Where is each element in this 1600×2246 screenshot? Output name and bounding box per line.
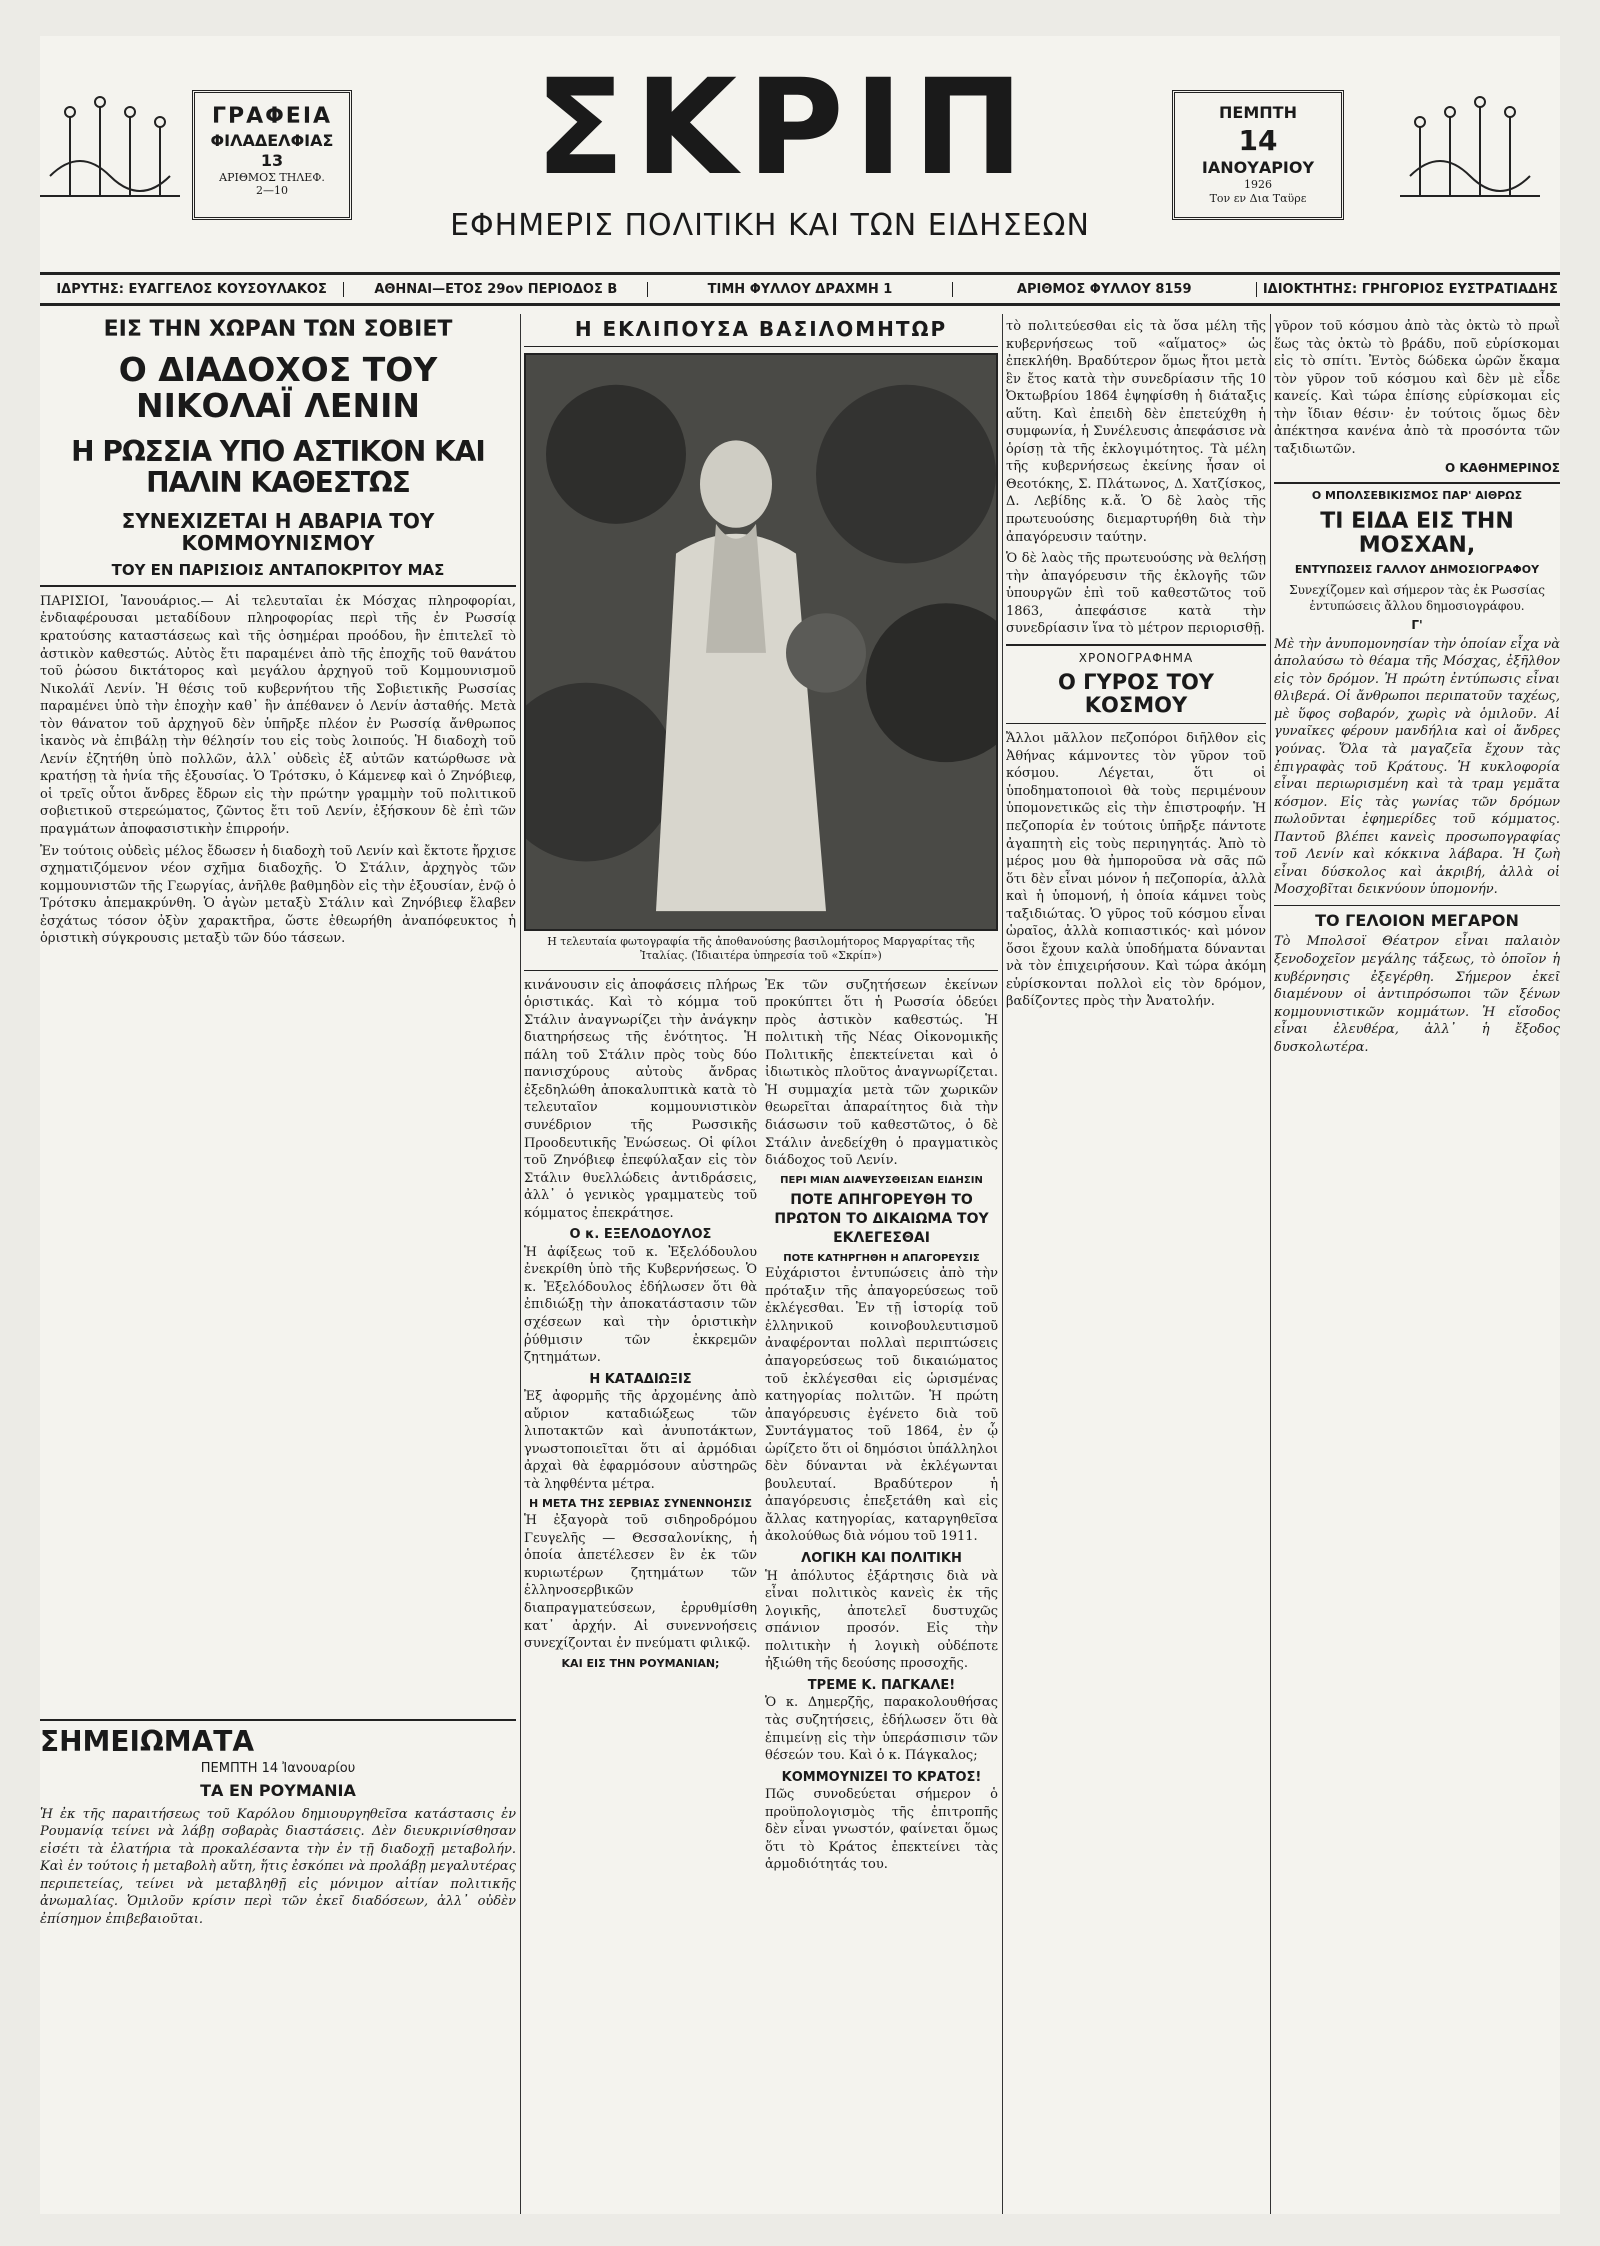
moscow-headline: ΤΙ ΕΙΔΑ ΕΙΣ ΤΗΝ ΜΟΣΧΑΝ, xyxy=(1320,508,1514,558)
treme-heading: ΤΡΕΜΕ Κ. ΠΑΓΚΑΛΕ! xyxy=(807,1677,956,1693)
komm-body: Πῶς συνοδεύεται σήμερον ὁ προϋπολογισμὸς τῆς ἐπιτροπῆς δὲν εἶναι γνωστόν, φαίνεται ὅμως ὅτι τὸ Κράτος ἐπεκτείνει τὰς ἁρμοδιότητάς του. xyxy=(765,1787,998,1873)
kata-heading: Η ΚΑΤΑΔΙΩΞΙΣ xyxy=(589,1371,692,1387)
greek-kicker: ΠΕΡΙ ΜΙΑΝ ΔΙΑΨΕΥΣΘΕΙΣΑΝ ΕΙΔΗΣΙΝ xyxy=(780,1174,983,1186)
owner: ΙΔΙΟΚΤΗΤΗΣ: ΓΡΗΓΟΡΙΟΣ ΕΥΣΤΡΑΤΙΑΔΗΣ xyxy=(1262,281,1558,297)
columns xyxy=(40,314,1560,2214)
moscow-intro: Συνεχίζομεν καὶ σήμερον τὰς ἐκ Ρωσσίας ἐντυπώσεις ἄλλου δημοσιογράφου. xyxy=(1289,583,1545,614)
info-bar xyxy=(40,272,1560,306)
greek-title: ΠΟΤΕ ΑΠΗΓΟΡΕΥΘΗ ΤΟ ΠΡΩΤΟΝ ΤΟ ΔΙΚΑΙΩΜΑ ΤΟΥ ΕΚΛΕΓΕΣΘΑΙ xyxy=(774,1192,989,1246)
ekdo-heading: Ο κ. ΕΞΕΛΟΔΟΥΛΟΣ xyxy=(569,1227,712,1243)
chronicle-continued: γῦρον τοῦ κόσμου ἀπὸ τὰς ὀκτὼ τὸ πρωῒ ἕως τὰς ὀκτὼ τὸ βράδυ, ποῦ εὑρίσκομαι εἰς τὸ σπίτι. Ἐντὸς δώδεκα ὡρῶν ἔκαμα τὸν γῦρον τοῦ κόσμου καὶ δὲν μὲ εἶδε κανείς. Καὶ τώρα ἐπίσης εὑρίσκομαι εἰς τὴν ἴδιαν θέσιν· ἐν τούτοις ὅμως δὲν ἀπέκτησα κανένα ἀπὸ τὰ προσόντα τῶν ταξιδιωτῶν. xyxy=(1274,319,1560,457)
day-number: 14 xyxy=(1238,124,1278,157)
chronicle-label: ΧΡΟΝΟΓΡΑΦΗΜΑ xyxy=(1078,650,1194,665)
komm-heading: ΚΟΜΜΟΥΝΙΖΕΙ ΤΟ ΚΡΑΤΟΣ! xyxy=(781,1769,982,1785)
ekdo-body: Ἡ ἀφίξεως τοῦ κ. Ἐξελόδουλου ἐνεκρίθη ὑπὸ τῆς Κυβερνήσεως. Ὁ κ. Ἐξελόδουλος ἐδήλωσεν ὅτι θὰ ἐπιδιώξῃ τὴν ἀποκατάστασιν τῶν σχέσεων καὶ τὴν ὁριστικὴν ῥύθμισιν τῶν ἐκκρεμῶν ζητημάτων. xyxy=(524,1244,757,1366)
continued-body-a: κινάνουσιν εἰς ἀποφάσεις πλήρως ὁριστικάς. Καὶ τὸ κόμμα τοῦ Στάλιν ἀναγνωρίζει τὴν ἀνάγκην διατηρήσεως τῆς ἑνότητος. Ἡ πάλη τοῦ Στάλιν πρὸς τοὺς δύο πανισχύρους αὐτοὺς ἄνδρας ἐξεδηλώθη ἀποκαλυπτικὰ κατὰ τὸ τελευταῖον κομμουνιστικὸν συνέδριον τῆς Ρωσσικῆς Προοδευτικῆς Ἐνώσεως. Οἱ φίλοι τοῦ Ζηνόβιεφ ἐπεφύλαξαν εἰς τὸν Στάλιν θυελλώδεις ἀντιδράσεις, ἀλλ᾽ ὁ γενικὸς γραμματεὺς τοῦ κόμματος ἐπεκράτησε. xyxy=(524,977,757,1221)
queen-photo-icon xyxy=(526,355,996,929)
treme-body: Ὁ κ. Δημερζῆς, παρακολουθήσας τὰς συζητήσεις, ἐδήλωσεν ὅτι θὰ ἐπιμείνῃ εἰς τὴν ὑπεράσπισιν τῶν θέσεών του. Καὶ ὁ κ. Πάγκαλος; xyxy=(765,1695,998,1764)
newspaper-subtitle: ΕΦΗΜΕΡΙΣ ΠΟΛΙΤΙΚΗ ΚΑΙ ΤΩΝ ΕΙΔΗΣΕΩΝ xyxy=(450,208,1090,243)
moscow-body: Μὲ τὴν ἀνυπομονησίαν τὴν ὁποίαν εἶχα νὰ ἀπολαύσω τὸ θέαμα τῆς Μόσχας, ἐξῆλθον εἰς τὸν δρόμον. Ἡ πρώτη ἐντύπωσις εἶναι θλιβερά. Οἱ ἄνθρωποι περιπατοῦν ταχέως, μὲ ὕφος σοβαρόν, χωρὶς νὰ ὁμιλοῦν. Αἱ γυναῖκες φέρουν μανδήλια καὶ οἱ ἄνδρες γούνας. Ὅλα τὰ μαγαζεῖα ἔχουν τὰς ἐπιγραφὰς τοῦ Κράτους. Ἡ κυκλοφορία εἶναι περιωρισμένη καὶ τὰ τραμ γεμᾶτα κόσμον. Εἰς τὰς γωνίας τῶν δρόμων πωλοῦνται ἐφημερίδες τοῦ κόμματος. Παντοῦ βλέπει κανεὶς προσωπογραφίας τοῦ Λενίν καὶ κόκκινα λάβαρα. Ἡ ζωὴ εἶναι δύσκολος καὶ ἀκριβή, ἀλλὰ οἱ Μοσχοβῖται δεικνύουν ὑπομονήν. xyxy=(1274,636,1560,898)
offices-box xyxy=(192,90,352,220)
masthead xyxy=(40,36,1560,266)
soviet-headline: Ο ΔΙΑΔΟΧΟΣ ΤΟΥ ΝΙΚΟΛΑΪ ΛΕΝΙΝ xyxy=(118,350,438,426)
column-chronicle xyxy=(1006,314,1266,2214)
photo-caption: Η τελευταία φωτογραφία τῆς ἀποθανούσης βασιλομήτορος Μαργαρίτας τῆς Ἰταλίας. (Ἰδιαιτέρα ὑπηρεσία τοῦ «Σκρίπ») xyxy=(547,935,975,963)
queen-photo xyxy=(524,353,998,931)
elect-body-a: τὸ πολιτεύεσθαι εἰς τὰ ὅσα μέλη τῆς κυβερνήσεως τοῦ «αἵματος» ὡς ἐπεκλήθη. Βραδύτερον ὅμως ἤτοι μετὰ ἓν ἔτος κατὰ τὴν συνεδρίασιν τῆς 10 Ὀκτωβρίου 1864 ἐψηφίσθη ἡ διάταξις αὕτη. Καὶ ἐπειδὴ δὲν ἐπετεύχθη ἡ συμφωνία, ἡ Συνέλευσις ἀπεφάσισε νὰ ὁρίσῃ τὰ τῆς ἐκλογιμότητος. Τὰ μέλη τῆς κυβερνήσεως ἐκείνης ἦσαν οἱ Θεοτόκης, Σ. Πλάτωνος, Δ. Χατζίσκος, Δ. Λεβίδης κ.ἄ. Ὁ δὲ λαὸς τῆς πρωτευούσης διεμαρτυρήθη διὰ τὴν ἀπαγόρευσιν ταύτην. xyxy=(1006,319,1266,545)
offices-label: ΓΡΑΦΕΙΑ xyxy=(211,104,333,129)
megaron-heading: ΤΟ ΓΕΛΟΙΟΝ ΜΕΓΑΡΟΝ xyxy=(1315,910,1519,930)
elect-body-b: Ὁ δὲ λαὸς τῆς πρωτευούσης νὰ θελήσῃ τὴν ἀπαγόρευσιν τῆς ἐκλογῆς τῶν ὑπουργῶν ἐπὶ τοῦ καθεστῶτος τοῦ 1863, ἀπεφάσισε κατὰ τὴν συνεδρίασιν ἵνα τὸ μέτρον περιορισθῇ. xyxy=(1006,551,1266,637)
continued-body-b: Ἐκ τῶν συζητήσεων ἐκείνων προκύπτει ὅτι ἡ Ρωσσία ὁδεύει πρὸς ἀστικὸν καθεστώς. Ἡ πολιτικὴ τῆς Νέας Οἰκονομικῆς Πολιτικῆς ἐπεκτείνεται καὶ ὁ ἰδιωτικὸς πλοῦτος ἀναγνωρίζεται. Ἡ συμμαχία μετὰ τῶν χωρικῶν θεωρεῖται ἀπαραίτητος διὰ τὴν διάσωσιν τοῦ καθεστῶτος, ὁ δὲ Στάλιν ἀνεδείχθη ὁ πραγματικὸς διάδοχος τοῦ Λενίν. xyxy=(765,977,998,1169)
column-moscow xyxy=(1274,314,1560,2214)
phone-number: 2—10 xyxy=(256,184,288,198)
column-photo xyxy=(524,314,998,2214)
notes-subheading: ΤΑ ΕΝ ΡΟΥΜΑΝΙΑ xyxy=(200,1780,356,1800)
roum-heading: ΚΑΙ ΕΙΣ ΤΗΝ ΡΟΥΜΑΝΙΑΝ; xyxy=(561,1656,720,1670)
chronicle-headline: Ο ΓΥΡΟΣ ΤΟΥ ΚΟΣΜΟΥ xyxy=(1057,670,1215,718)
logic-body: Ἡ ἀπόλυτος ἐξάρτησις διὰ νὰ εἶναι πολιτικὸς κανεὶς ἐκ τῆς λογικῆς, ἀποτελεῖ δυστυχῶς σπάνιον προσόν. Εἰς τὴν πολιτικὴν ἡ λογικὴ οὐδέποτε ἠξιώθη τῆς δεούσης προσοχῆς. xyxy=(765,1568,998,1672)
month: ΙΑΝΟΥΑΡΙΟΥ xyxy=(1201,158,1315,177)
chronicle-signature: Ο ΚΑΘΗΜΕΡΙΝΟΣ xyxy=(1444,461,1560,476)
newspaper-logo: ΣΚΡΙΠ xyxy=(534,51,1034,205)
column-soviet xyxy=(40,314,516,2214)
logic-heading: ΛΟΓΙΚΗ ΚΑΙ ΠΟΛΙΤΙΚΗ xyxy=(801,1551,962,1567)
notes-heading: ΣΗΜΕΙΩΜΑΤΑ xyxy=(40,1724,255,1758)
soviet-kicker: ΕΙΣ ΤΗΝ ΧΩΡΑΝ ΤΩΝ ΣΟΒΙΕΤ xyxy=(103,317,453,342)
founder: ΙΔΡΥΤΗΣ: ΕΥΑΓΓΕΛΟΣ ΚΟΥΣΟΥΛΑΚΟΣ xyxy=(40,282,344,297)
phone-label: ΑΡΙΘΜΟΣ ΤΗΛΕΦ. xyxy=(219,170,325,184)
serb-heading: Η ΜΕΤΑ ΤΗΣ ΣΕΡΒΙΑΣ ΣΥΝΕΝΝΟΗΣΙΣ xyxy=(528,1497,753,1511)
moscow-subheadline: ΕΝΤΥΠΩΣΕΙΣ ΓΑΛΛΟΥ ΔΗΜΟΣΙΟΓΡΑΦΟΥ xyxy=(1294,563,1540,577)
soviet-deck: ΣΥΝΕΧΙΖΕΤΑΙ Η ΑΒΑΡΙΑ ΤΟΥ ΚΟΜΜΟΥΝΙΣΜΟΥ xyxy=(121,509,435,556)
megaron-body: Τὸ Μπολσοϊ Θέατρον εἶναι παλαιὸν ξενοδοχεῖον μεγάλης τάξεως, τὸ ὁποῖον ἡ κυβέρνησις ἐξεγέρθη. Σήμερον ἐκεῖ διαμένουν οἱ ἀντιπρόσωποι τῶν ξένων κομμουνιστικῶν κομμάτων. Ἡ εἴσοδος εἶναι ἐλευθέρα, ἀλλ᾽ ἡ ἔξοδος δυσκολωτέρα. xyxy=(1274,934,1560,1055)
offices-address: ΦΙΛΑΔΕΛΦΙΑΣ 13 xyxy=(210,130,334,170)
date-box xyxy=(1172,90,1344,220)
soviet-body-b: Ἐν τούτοις οὐδεὶς μέλος ἔδωσεν ἡ διαδοχὴ τοῦ Λενίν καὶ ἔκτοτε ἤρχισε σχηματιζόμενον νέον σχῆμα διαδοχῆς. Ὁ Στάλιν, ἀρχηγὸς τῶν κομμουνιστῶν τῆς Γεωργίας, ἀνῆλθε βαθμηδὸν εἰς τὴν ἐξουσίαν, ἐνῷ ὁ Τρότσκυ ἀπεμακρύνθη. Ὁ ἀγὼν μεταξὺ Στάλιν καὶ Ζηνόβιεφ ἔλαβεν ἐσχάτως τόσον ὀξὺν χαρακτῆρα, ὥστε ἐθεωρήθη ἀναπόφευκτος ἡ ὁριστικὴ σύγκρουσις μεταξὺ τῶν δύο τάσεων. xyxy=(40,843,516,947)
left-ornament-icon xyxy=(40,96,180,216)
issue-number: ΑΡΙΘΜΟΣ ΦΥΛΛΟΥ 8159 xyxy=(953,282,1257,297)
soviet-subheadline: Η ΡΩΣΣΙΑ ΥΠΟ ΑΣΤΙΚΟΝ ΚΑΙ ΠΑΛΙΝ ΚΑΘΕΣΤΩΣ xyxy=(71,434,485,499)
greek-body: Εὐχάριστοι ἐντυπώσεις ἀπὸ τὴν πρόταξιν τῆς ἀπαγορεύσεως τοῦ ἐκλέγεσθαι. Ἐν τῇ ἱστορίᾳ τοῦ ἑλληνικοῦ κοινοβουλευτισμοῦ ἀναφέρονται πολλαὶ περιπτώσεις ἀπαγορεύσεως τοῦ δικαιώματος τοῦ ἐκλέγεσθαι εἰς ὡρισμένας κατηγορίας πολιτῶν. Ἡ πρώτη ἀπαγόρευσις ἐγένετο διὰ τοῦ Συντάγματος τοῦ 1864, ἐν ᾧ ὡρίζετο ὅτι οἱ δημόσιοι ὑπάλληλοι δὲν δύνανται νὰ ἐκλέγωνται βουλευταί. Βραδύτερον ἡ ἀπαγόρευσις ἐπεξετάθη καὶ εἰς ἄλλας κατηγορίας, καταργηθεῖσα ἀκολούθως διὰ νόμου τοῦ 1911. xyxy=(765,1266,998,1545)
moscow-label: Ο ΜΠΟΛΣΕΒΙΚΙΣΜΟΣ ΠΑΡ' ΑΙΘΡΩΣ xyxy=(1311,488,1523,502)
photo-heading: Η ΕΚΛΙΠΟΥΣΑ ΒΑΣΙΛΟΜΗΤΩΡ xyxy=(574,317,948,341)
chronicle-body: Ἄλλοι μᾶλλον πεζοπόροι διῆλθον εἰς Ἀθήνας κάμνοντες τὸν γῦρον τοῦ κόσμου. Λέγεται, ὅτι οἱ ὑποδηματοποιοὶ θὰ τοὺς περιμένουν ὑπομονετικῶς εἰς τὴν ἐπιστροφήν. Ἡ πεζοπορία ἐν τούτοις ὑπῆρξε πάντοτε ἀγαπητὴ εἰς τοὺς περιηγητάς. Ἀπὸ τὸ μέρος μου θὰ ἠμποροῦσα νὰ σᾶς πῶ ὅτι δὲν εἶναι μόνον ἡ πεζοπορία, ἀλλὰ καὶ ἡ ὑπομονή, ἡ ὁποία κάμνει τοὺς ταξιδιώτας. Ὁ γῦρος τοῦ κόσμου εἶναι ὡραῖος, ἀλλὰ κοπιαστικός· καὶ μόνον ὅσοι ἔχουν καλὰ ὑποδήματα δύνανται νὰ τὸν ἐπιχειρήσουν. Καὶ τώρα ἀκόμη εὑρίσκονται πολλοὶ εἰς τὸν δρόμον, βαδίζοντες πρὸς τὴν Ἀνατολήν. xyxy=(1006,731,1266,1010)
soviet-body-a: ΠΑΡΙΣΙΟΙ, Ἰανουάριος.— Αἱ τελευταῖαι ἐκ Μόσχας πληροφορίαι, ἐνδιαφέρουσαι μεταδίδουν πληροφορίας περὶ τῆς ἐν Ρωσσίᾳ κρατούσης καταστάσεως καὶ τῆς ὁσημέραι προόδου, ἣν ἐπιτελεῖ τὸ ἀστικὸν καθεστώς. Αὐτὸς ἔτι παραμένει ἀπὸ τῆς ἐποχῆς τοῦ θανάτου τοῦ ῥώσου δικτάτορος καὶ μεγάλου ἀρχηγοῦ τοῦ Κομμουνισμοῦ Νικολάϊ Λενίν. Ἡ θέσις τοῦ κυβερνήτου τῆς Σοβιετικῆς Ρωσσίας παραμένει ὑπὸ τὴν ἐποχὴν καθ᾽ ἣν ἀπέθανεν ὁ Λενίν ἀσταθής. Μετὰ τὸν θάνατον τοῦ ἀρχηγοῦ δὲν ὑπῆρξε πλέον ἐν Ρωσσίᾳ ἄνθρωπος ἱκανὸς νὰ ἐπιβάλῃ τὴν θέλησίν του εἰς τοὺς λοιπούς. Ἡ διαδοχὴ τοῦ Λενίν ἐζητήθη ὑπὸ πολλῶν, ἀλλ᾽ οὐδεὶς ἐξ αὐτῶν κατώρθωσε νὰ κρατήσῃ τὰ ἡνία τῆς ἐξουσίας. Ὁ Τρότσκυ, ὁ Κάμενεφ καὶ ὁ Ζηνόβιεφ, οἱ τρεῖς οὗτοι ἄνδρες ἔδρων εἰς τὴν πρώτην γραμμὴν τοῦ πολιτικοῦ σοβιετικοῦ στερεώματος, ζῶντος ἔτι τοῦ Λενίν, ἐξήσκουν δὲ ἐπὶ τῶν πραγμάτων ἀποφασιστικὴν ἐπιρροήν. xyxy=(40,593,516,837)
notes-date: ΠΕΜΠΤΗ 14 Ἰανουαρίου xyxy=(200,1760,356,1776)
greek-subtitle: ΠΟΤΕ ΚΑΤΗΡΓΗΘΗ Η ΑΠΑΓΟΡΕΥΣΙΣ xyxy=(783,1252,980,1264)
price: ΤΙΜΗ ΦΥΛΛΟΥ ΔΡΑΧΜΗ 1 xyxy=(648,282,952,297)
weekday: ΠΕΜΠΤΗ xyxy=(1219,103,1297,122)
year: 1926 xyxy=(1244,178,1272,191)
newspaper-page xyxy=(40,36,1560,2214)
saint-of-day: Τον εν Δια Ταϋρε xyxy=(1209,191,1307,205)
notes-body: Ἡ ἐκ τῆς παραιτήσεως τοῦ Καρόλου δημιουργηθεῖσα κατάστασις ἐν Ρουμανίᾳ τείνει νὰ λάβῃ σοβαρὰς διαστάσεις. Δὲν διευκρινίσθησαν εἰσέτι τὰ ἐλατήρια τὰ προκαλέσαντα τὴν ἐν τῇ διαδοχῇ μεταβολήν. Καὶ ἐν τούτοις ἡ μεταβολὴ αὕτη, ἥτις ἐσκόπει νὰ προλάβῃ μεγαλυτέρας περιπετείας, τείνει νὰ μεταβληθῇ εἰς μόνιμον αἰτίαν πολιτικῆς ἀνωμαλίας. Ὁμιλοῦν κρίσιν περὶ τῶν ἐκεῖ διαδόσεων, ἀλλ᾽ οὐδὲν ἐπίσημον ἐπιβεβαιοῦται. xyxy=(40,1806,516,1927)
kata-body: Ἐξ ἀφορμῆς τῆς ἀρχομένης ἀπὸ αὔριον καταδιώξεως τῶν λιποτακτῶν καὶ ἀνυποτάκτων, γνωστοποιεῖται ὅτι αἱ ἀρμόδιαι ἀρχαὶ θὰ ἐφαρμόσουν αὐστηρῶς τὰ ληφθέντα μέτρα. xyxy=(524,1389,757,1492)
edition-year: ΑΘΗΝΑΙ—ΕΤΟΣ 29ον ΠΕΡΙΟΔΟΣ Β xyxy=(344,282,648,297)
soviet-byline: ΤΟΥ ΕΝ ΠΑΡΙΣΙΟΙΣ ΑΝΤΑΠΟΚΡΙΤΟΥ ΜΑΣ xyxy=(111,561,445,580)
serb-body: Ἡ ἐξαγορὰ τοῦ σιδηροδρόμου Γευγελῆς — Θεσσαλονίκης, ἡ ὁποία ἀπετέλεσεν ἓν ἐκ τῶν κυριωτέρων ζητημάτων τῶν ἑλληνοσερβικῶν διαπραγματεύσεων, ἐρρυθμίσθη κατ᾽ ἀρχήν. Αἱ συνεννοήσεις συνεχίζονται ἐν πνεύματι φιλικῷ. xyxy=(524,1513,757,1652)
moscow-part: Γ' xyxy=(1411,617,1423,632)
right-ornament-icon xyxy=(1400,96,1540,216)
